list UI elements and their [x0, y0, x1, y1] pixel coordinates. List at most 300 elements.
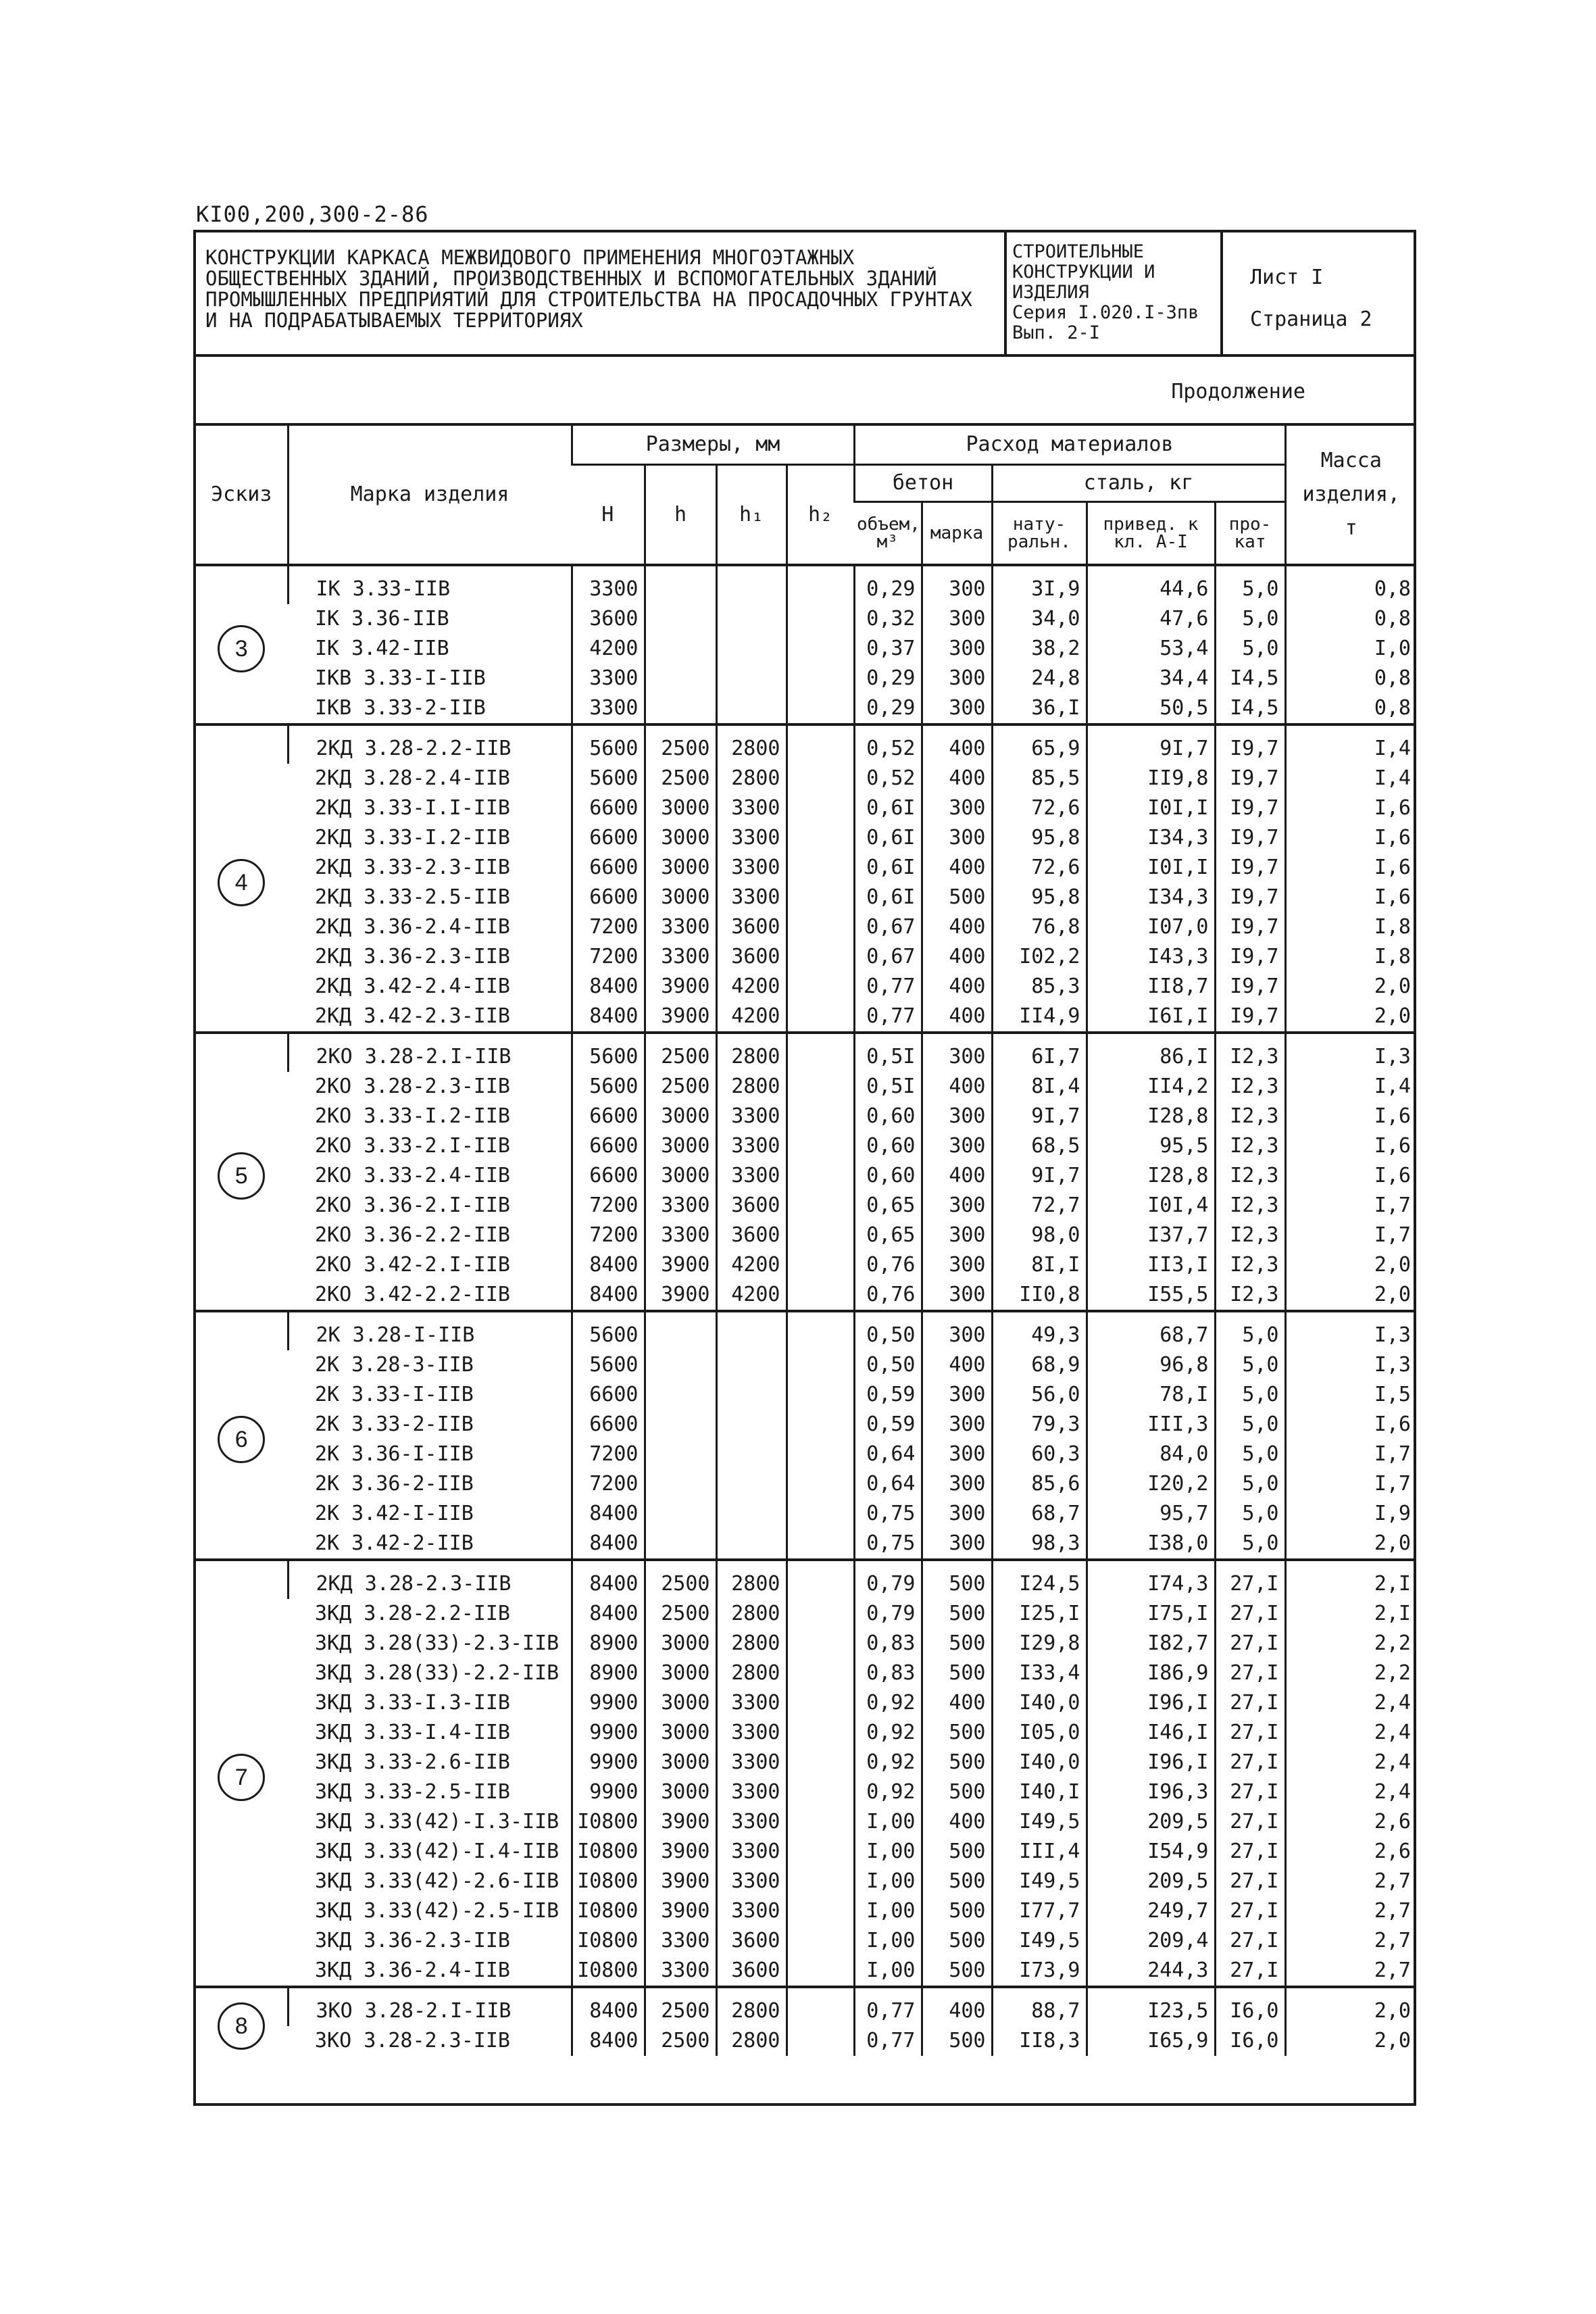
- table-cell: I,7: [1285, 1191, 1416, 1221]
- table-cell: I4,5: [1215, 693, 1285, 724]
- table-cell: 0,6I: [854, 883, 922, 912]
- table-cell: I,4: [1285, 724, 1416, 764]
- table-cell: 300: [922, 634, 992, 664]
- table-cell: 38,2: [992, 634, 1087, 664]
- table-cell: 3300: [645, 912, 716, 942]
- table-cell: 95,8: [992, 823, 1087, 853]
- table-cell: I0I,I: [1087, 853, 1215, 883]
- col-materials: Расход материалов: [854, 426, 1285, 465]
- table-cell: 8400: [572, 972, 645, 1002]
- table-cell: 4200: [716, 1002, 787, 1033]
- table-cell: 500: [922, 1748, 992, 1777]
- table-cell: 2,0: [1285, 2026, 1416, 2056]
- table-cell: 3300: [716, 1867, 787, 1896]
- table-cell: [787, 664, 854, 693]
- table-cell: 6600: [572, 1131, 645, 1161]
- table-cell: [716, 1410, 787, 1439]
- table-cell: 500: [922, 1777, 992, 1807]
- table-cell: I40,0: [992, 1748, 1087, 1777]
- sketch-number: 6: [218, 1416, 265, 1463]
- table-cell: 3300: [716, 1161, 787, 1191]
- table-cell: 3000: [645, 1658, 716, 1688]
- table-cell: 3000: [645, 1102, 716, 1131]
- table-cell: 3000: [645, 1688, 716, 1718]
- table-cell: [787, 1102, 854, 1131]
- table-cell: [787, 1002, 854, 1033]
- table-cell: 0,67: [854, 912, 922, 942]
- table-cell: 0,59: [854, 1410, 922, 1439]
- table-cell: [787, 942, 854, 972]
- col-grade: марка: [922, 502, 992, 566]
- table-cell: I28,8: [1087, 1102, 1215, 1131]
- table-cell: 400: [922, 1002, 992, 1033]
- table-cell: [787, 1280, 854, 1311]
- table-cell: 400: [922, 972, 992, 1002]
- table-cell: [787, 793, 854, 823]
- table-cell: 2800: [716, 764, 787, 793]
- table-cell: I,0: [1285, 634, 1416, 664]
- table-cell: 5,0: [1215, 1380, 1285, 1410]
- mass-line-2: изделия,: [1302, 483, 1400, 506]
- table-cell: [716, 1311, 787, 1350]
- table-cell: 0,79: [854, 1599, 922, 1629]
- col-steel: сталь, кг: [992, 465, 1285, 502]
- table-cell: [787, 1926, 854, 1956]
- continuation-label: Продолжение: [1171, 380, 1305, 403]
- table-cell: I49,5: [992, 1867, 1087, 1896]
- table-cell: I6,0: [1215, 2026, 1285, 2056]
- table-cell: 0,77: [854, 1002, 922, 1033]
- table-cell: 400: [922, 724, 992, 764]
- table-cell: 3900: [645, 1867, 716, 1896]
- table-cell: 9900: [572, 1748, 645, 1777]
- table-cell: 98,0: [992, 1221, 1087, 1250]
- table-cell: 249,7: [1087, 1896, 1215, 1926]
- table-cell: 2800: [716, 1987, 787, 2026]
- table-cell: [645, 565, 716, 604]
- product-mark: 2КД 3.36-2.3-IIB: [315, 945, 510, 968]
- table-cell: 85,6: [992, 1469, 1087, 1499]
- col-volume: объем, м³: [854, 502, 922, 566]
- table-cell: 7200: [572, 1469, 645, 1499]
- table-cell: 8400: [572, 1560, 645, 1599]
- product-mark: 3КД 3.33(42)-2.5-IIB: [315, 1899, 559, 1923]
- table-cell: 0,92: [854, 1718, 922, 1748]
- product-mark: 2КД 3.42-2.4-IIB: [315, 975, 510, 998]
- table-cell: [787, 883, 854, 912]
- table-row: [196, 1280, 1416, 1311]
- table-cell: I28,8: [1087, 1161, 1215, 1191]
- table-cell: I9,7: [1215, 724, 1285, 764]
- table-cell: [787, 693, 854, 724]
- table-cell: 0,65: [854, 1191, 922, 1221]
- table-cell: 3600: [716, 1191, 787, 1221]
- table-cell: 3300: [645, 1191, 716, 1221]
- table-cell: 0,5I: [854, 1072, 922, 1102]
- table-row: [196, 1221, 1416, 1250]
- table-cell: I2,3: [1215, 1191, 1285, 1221]
- table-cell: 34,0: [992, 604, 1087, 634]
- table-cell: 300: [922, 1410, 992, 1439]
- table-cell: 8I,I: [992, 1250, 1087, 1280]
- table-cell: 0,29: [854, 664, 922, 693]
- table-cell: 3300: [716, 823, 787, 853]
- table-cell: [645, 1529, 716, 1560]
- table-cell: I,7: [1285, 1469, 1416, 1499]
- table-cell: 95,8: [992, 883, 1087, 912]
- table-cell: I40,0: [992, 1688, 1087, 1718]
- table-cell: 2,6: [1285, 1837, 1416, 1867]
- table-row: [196, 1311, 1416, 1350]
- table-cell: 9900: [572, 1688, 645, 1718]
- table-cell: I9,7: [1215, 764, 1285, 793]
- table-cell: 2500: [645, 1560, 716, 1599]
- table-cell: 3600: [716, 912, 787, 942]
- table-cell: 500: [922, 1956, 992, 1987]
- table-cell: 300: [922, 1499, 992, 1529]
- table-cell: I55,5: [1087, 1280, 1215, 1311]
- table-cell: I2,3: [1215, 1102, 1285, 1131]
- table-cell: 36,I: [992, 693, 1087, 724]
- table-cell: 5600: [572, 1033, 645, 1072]
- table-cell: 96,8: [1087, 1350, 1215, 1380]
- table-cell: [716, 664, 787, 693]
- table-cell: I0800: [572, 1837, 645, 1867]
- product-mark: 3КД 3.36-2.3-IIB: [315, 1929, 510, 1952]
- table-cell: 5,0: [1215, 604, 1285, 634]
- table-cell: 3300: [645, 1926, 716, 1956]
- table-cell: I2,3: [1215, 1250, 1285, 1280]
- table-cell: 400: [922, 1987, 992, 2026]
- table-cell: [787, 823, 854, 853]
- product-mark: 3КД 3.33-I.4-IIB: [315, 1721, 510, 1744]
- table-cell: 500: [922, 883, 992, 912]
- table-cell: 6600: [572, 883, 645, 912]
- table-cell: 50,5: [1087, 693, 1215, 724]
- table-cell: 0,37: [854, 634, 922, 664]
- table-cell: 2,I: [1285, 1599, 1416, 1629]
- table-cell: I05,0: [992, 1718, 1087, 1748]
- product-mark: 2КО 3.28-2.3-IIB: [315, 1075, 510, 1098]
- product-mark: 2КО 3.28-2.I-IIB: [288, 1033, 572, 1072]
- table-cell: 0,8: [1285, 693, 1416, 724]
- table-cell: 0,29: [854, 693, 922, 724]
- table-cell: 6600: [572, 853, 645, 883]
- table-cell: I37,7: [1087, 1221, 1215, 1250]
- table-cell: 27,I: [1215, 1599, 1285, 1629]
- table-cell: [645, 1469, 716, 1499]
- col-h: h: [645, 465, 716, 566]
- table-cell: 3300: [716, 1807, 787, 1837]
- table-cell: 72,7: [992, 1191, 1087, 1221]
- table-cell: 3000: [645, 1777, 716, 1807]
- table-cell: 300: [922, 1469, 992, 1499]
- table-cell: 5,0: [1215, 1410, 1285, 1439]
- table-cell: 3300: [716, 883, 787, 912]
- table-cell: 3000: [645, 853, 716, 883]
- table-cell: 2500: [645, 1599, 716, 1629]
- table-row: [196, 1002, 1416, 1033]
- table-cell: 3000: [645, 1629, 716, 1658]
- table-cell: I,6: [1285, 883, 1416, 912]
- table-cell: [716, 1499, 787, 1529]
- table-cell: 5,0: [1215, 1469, 1285, 1499]
- table-cell: 2,0: [1285, 1529, 1416, 1560]
- table-cell: 3000: [645, 883, 716, 912]
- table-cell: 0,83: [854, 1629, 922, 1658]
- table-cell: 79,3: [992, 1410, 1087, 1439]
- materials-table: [196, 426, 1416, 2056]
- table-row: [196, 1102, 1416, 1131]
- sheet-number: Лист I: [1250, 266, 1324, 289]
- table-cell: I86,9: [1087, 1658, 1215, 1688]
- table-cell: 0,92: [854, 1777, 922, 1807]
- table-cell: 72,6: [992, 853, 1087, 883]
- table-cell: 0,64: [854, 1439, 922, 1469]
- table-cell: 2500: [645, 764, 716, 793]
- table-cell: [716, 1380, 787, 1410]
- table-cell: 8400: [572, 1599, 645, 1629]
- table-row: [196, 1956, 1416, 1987]
- table-cell: 300: [922, 664, 992, 693]
- table-cell: 68,5: [992, 1131, 1087, 1161]
- table-cell: 300: [922, 1191, 992, 1221]
- table-cell: 2,I: [1285, 1560, 1416, 1599]
- table-cell: [645, 1350, 716, 1380]
- table-cell: 300: [922, 1311, 992, 1350]
- table-row: [196, 1072, 1416, 1102]
- table-cell: 7200: [572, 912, 645, 942]
- table-cell: I,4: [1285, 764, 1416, 793]
- table-cell: [645, 1499, 716, 1529]
- table-cell: [716, 693, 787, 724]
- table-cell: I,00: [854, 1956, 922, 1987]
- table-cell: 3600: [716, 942, 787, 972]
- product-mark: IK 3.36-IIB: [315, 607, 449, 631]
- table-cell: I,4: [1285, 1072, 1416, 1102]
- table-cell: 9I,7: [992, 1161, 1087, 1191]
- table-row: [196, 1161, 1416, 1191]
- table-row: [196, 2026, 1416, 2056]
- product-mark: 2КД 3.28-2.3-IIB: [288, 1560, 572, 1599]
- table-cell: 0,65: [854, 1221, 922, 1250]
- table-cell: I,3: [1285, 1311, 1416, 1350]
- table-cell: I,6: [1285, 853, 1416, 883]
- product-mark: 3КД 3.33(42)-I.4-IIB: [315, 1840, 559, 1863]
- table-cell: 300: [922, 565, 992, 604]
- product-mark: 2КО 3.33-2.4-IIB: [315, 1164, 510, 1187]
- table-cell: 6600: [572, 1380, 645, 1410]
- table-cell: [787, 1896, 854, 1926]
- table-cell: I65,9: [1087, 2026, 1215, 2056]
- table-cell: 2,0: [1285, 1250, 1416, 1280]
- table-cell: 0,76: [854, 1280, 922, 1311]
- table-cell: I34,3: [1087, 883, 1215, 912]
- table-cell: 8400: [572, 1002, 645, 1033]
- table-cell: 2800: [716, 1599, 787, 1629]
- table-cell: 300: [922, 793, 992, 823]
- table-cell: 0,64: [854, 1469, 922, 1499]
- table-cell: 0,5I: [854, 1033, 922, 1072]
- table-cell: 2,2: [1285, 1658, 1416, 1688]
- table-cell: 68,7: [1087, 1311, 1215, 1350]
- table-cell: 3600: [572, 604, 645, 634]
- product-mark: 3КД 3.28(33)-2.2-IIB: [315, 1661, 559, 1685]
- table-cell: I9,7: [1215, 1002, 1285, 1033]
- product-mark: 2К 3.36-2-IIB: [315, 1472, 474, 1496]
- table-cell: 27,I: [1215, 1560, 1285, 1599]
- mass-line-3: т: [1345, 516, 1357, 540]
- table-row: [196, 1439, 1416, 1469]
- table-cell: 0,59: [854, 1380, 922, 1410]
- product-mark: 2КД 3.33-I.2-IIB: [315, 826, 510, 850]
- table-cell: 3300: [716, 1131, 787, 1161]
- table-cell: 300: [922, 1131, 992, 1161]
- table-cell: 0,52: [854, 764, 922, 793]
- table-cell: 65,9: [992, 724, 1087, 764]
- table-cell: [787, 1033, 854, 1072]
- table-cell: 209,5: [1087, 1807, 1215, 1837]
- col-eskiz: Эскиз: [196, 426, 288, 565]
- table-row: [196, 1718, 1416, 1748]
- table-cell: 300: [922, 1280, 992, 1311]
- table-cell: I96,I: [1087, 1748, 1215, 1777]
- table-cell: [716, 634, 787, 664]
- product-mark: 2КД 3.28-2.4-IIB: [315, 766, 510, 790]
- col-concrete: бетон: [854, 465, 992, 502]
- table-cell: 400: [922, 1350, 992, 1380]
- table-row: [196, 1529, 1416, 1560]
- product-mark: 3КД 3.28-2.2-IIB: [315, 1602, 510, 1625]
- table-cell: I6,0: [1215, 1987, 1285, 2026]
- table-row: [196, 1250, 1416, 1280]
- table-cell: 300: [922, 1102, 992, 1131]
- table-cell: 3000: [645, 1131, 716, 1161]
- table-cell: [787, 1191, 854, 1221]
- table-cell: [787, 853, 854, 883]
- table-cell: [645, 1311, 716, 1350]
- table-cell: 3300: [716, 1688, 787, 1718]
- table-row: [196, 724, 1416, 764]
- table-cell: [787, 565, 854, 604]
- table-cell: I2,3: [1215, 1221, 1285, 1250]
- table-cell: I75,I: [1087, 1599, 1215, 1629]
- product-mark: 2КД 3.28-2.2-IIB: [288, 724, 572, 764]
- table-cell: 2,4: [1285, 1748, 1416, 1777]
- table-cell: 0,92: [854, 1748, 922, 1777]
- table-cell: 5,0: [1215, 1499, 1285, 1529]
- table-cell: [787, 1499, 854, 1529]
- table-row: [196, 664, 1416, 693]
- table-cell: [645, 664, 716, 693]
- col-h2: h₂: [787, 465, 854, 566]
- table-cell: 27,I: [1215, 1926, 1285, 1956]
- table-row: [196, 1987, 1416, 2026]
- col-dims: Размеры, мм: [572, 426, 854, 465]
- table-cell: 500: [922, 1629, 992, 1658]
- table-cell: [787, 1072, 854, 1102]
- table-cell: 72,6: [992, 793, 1087, 823]
- table-cell: I,00: [854, 1896, 922, 1926]
- table-cell: 0,60: [854, 1161, 922, 1191]
- table-cell: 27,I: [1215, 1896, 1285, 1926]
- table-cell: 2500: [645, 1072, 716, 1102]
- table-cell: [787, 1131, 854, 1161]
- table-cell: 0,92: [854, 1688, 922, 1718]
- table-cell: 8400: [572, 1529, 645, 1560]
- table-cell: 300: [922, 1221, 992, 1250]
- table-cell: 27,I: [1215, 1867, 1285, 1896]
- table-cell: [787, 1688, 854, 1718]
- document-frame: [193, 230, 1416, 2106]
- table-cell: I0I,I: [1087, 793, 1215, 823]
- table-cell: 0,77: [854, 2026, 922, 2056]
- table-cell: I54,9: [1087, 1837, 1215, 1867]
- product-mark: 3КД 3.33-2.5-IIB: [315, 1780, 510, 1804]
- table-cell: 8400: [572, 1280, 645, 1311]
- sketch-cell: [196, 1033, 288, 1311]
- document-code: KI00,200,300-2-86: [196, 201, 429, 227]
- table-cell: I34,3: [1087, 823, 1215, 853]
- table-cell: 3300: [716, 853, 787, 883]
- table-cell: [787, 1350, 854, 1380]
- sketch-cell: [196, 1560, 288, 1987]
- sketch-cell: [196, 1987, 288, 2056]
- table-cell: 400: [922, 1688, 992, 1718]
- table-cell: [645, 1439, 716, 1469]
- table-body: [196, 565, 1416, 2056]
- table-cell: 3300: [716, 793, 787, 823]
- product-mark: 2КО 3.36-2.2-IIB: [315, 1223, 510, 1247]
- table-cell: I,00: [854, 1867, 922, 1896]
- table-cell: 2500: [645, 1033, 716, 1072]
- table-cell: 85,3: [992, 972, 1087, 1002]
- table-cell: 53,4: [1087, 634, 1215, 664]
- table-cell: I24,5: [992, 1560, 1087, 1599]
- product-mark: IKB 3.33-2-IIB: [315, 696, 486, 720]
- product-mark: 3КД 3.33(42)-2.6-IIB: [315, 1869, 559, 1893]
- table-cell: I4,5: [1215, 664, 1285, 693]
- table-cell: 0,77: [854, 972, 922, 1002]
- table-cell: 300: [922, 604, 992, 634]
- table-cell: I,6: [1285, 1410, 1416, 1439]
- table-cell: I,6: [1285, 1102, 1416, 1131]
- table-cell: [787, 1380, 854, 1410]
- table-row: [196, 912, 1416, 942]
- table-cell: III,3: [1087, 1410, 1215, 1439]
- table-cell: 500: [922, 1896, 992, 1926]
- table-cell: I77,7: [992, 1896, 1087, 1926]
- product-mark: 2К 3.36-I-IIB: [315, 1442, 474, 1466]
- table-cell: 5,0: [1215, 1311, 1285, 1350]
- product-mark: 3КД 3.28(33)-2.3-IIB: [315, 1631, 559, 1655]
- product-mark: IK 3.42-IIB: [315, 637, 449, 660]
- table-cell: [645, 604, 716, 634]
- table-cell: [787, 1718, 854, 1748]
- table-cell: I,7: [1285, 1439, 1416, 1469]
- table-cell: 8400: [572, 1499, 645, 1529]
- table-cell: I9,7: [1215, 853, 1285, 883]
- table-cell: 3900: [645, 972, 716, 1002]
- table-row: [196, 1629, 1416, 1658]
- table-cell: 3300: [572, 693, 645, 724]
- table-cell: 2500: [645, 1987, 716, 2026]
- table-cell: 3300: [716, 1896, 787, 1926]
- table-cell: 0,32: [854, 604, 922, 634]
- table-cell: I0800: [572, 1896, 645, 1926]
- table-cell: I29,8: [992, 1629, 1087, 1658]
- table-cell: [645, 693, 716, 724]
